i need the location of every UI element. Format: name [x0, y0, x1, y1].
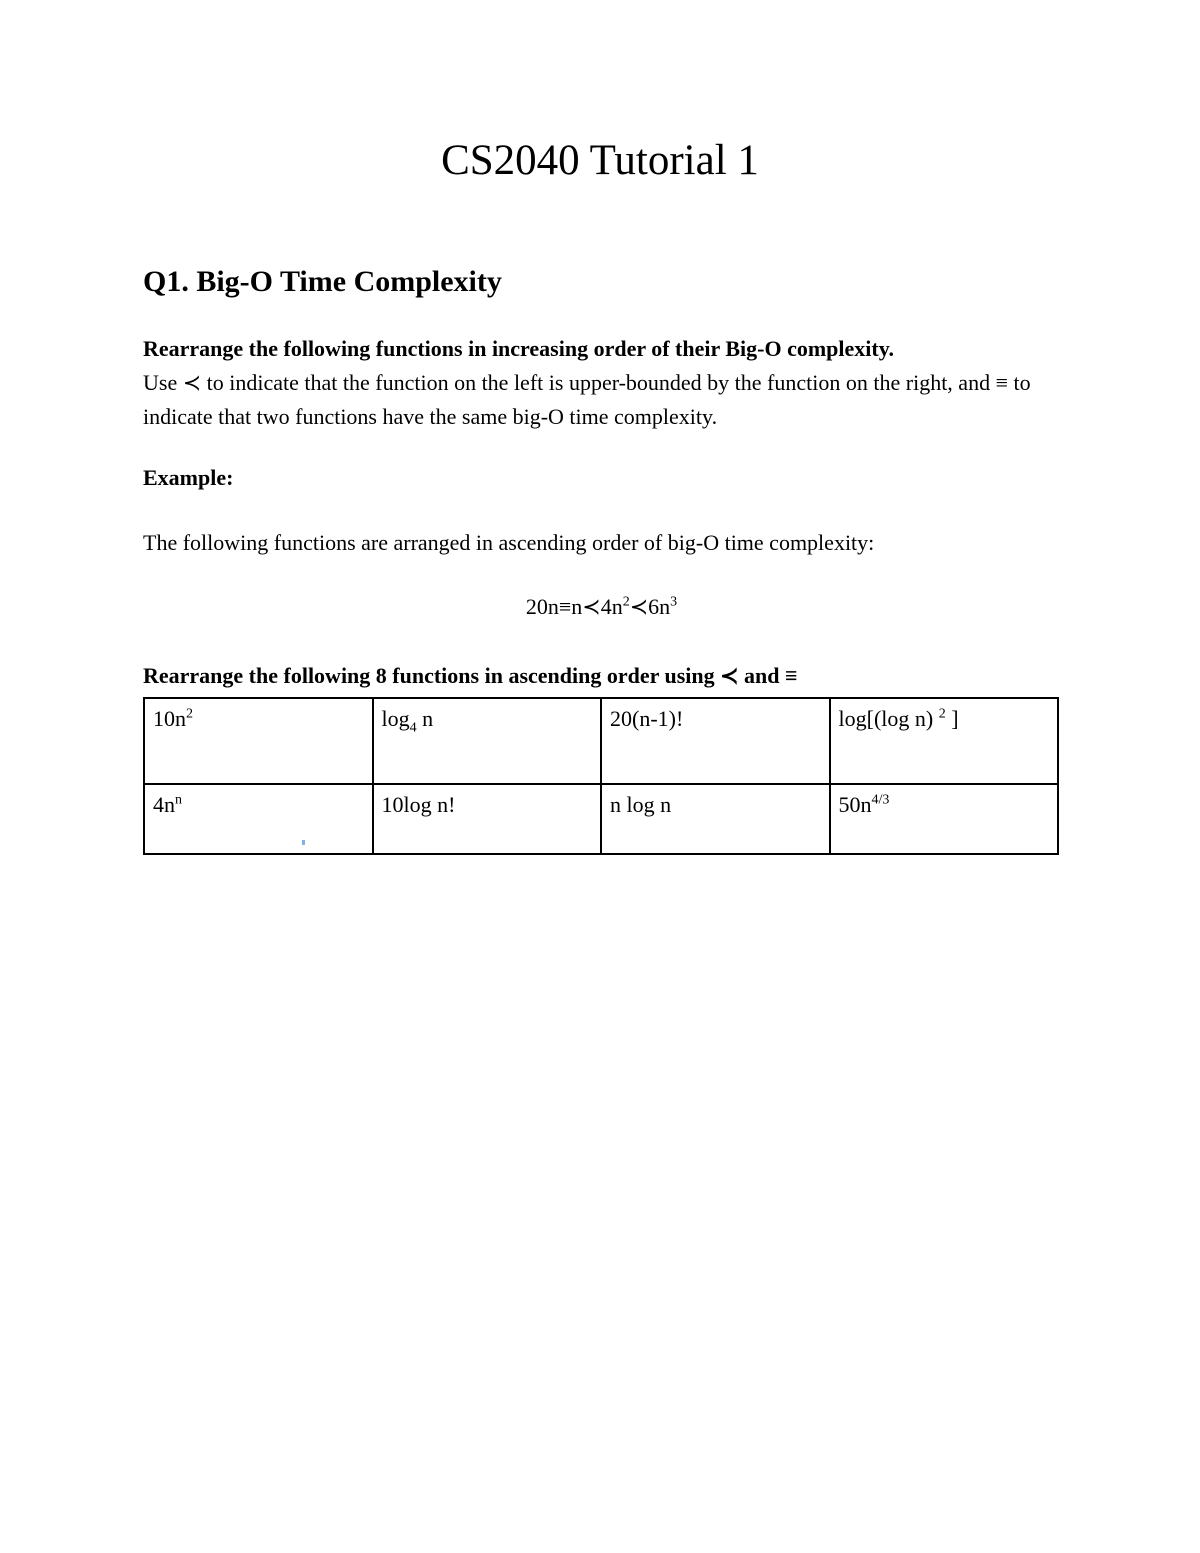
- question-intro-paragraph: [143, 332, 1060, 434]
- expression-sup: 4/3: [871, 792, 890, 808]
- example-formula: [143, 590, 1060, 624]
- functions-table: [143, 697, 1059, 855]
- document-title: CS2040 Tutorial 1: [441, 137, 759, 184]
- expression-base: log: [381, 706, 410, 731]
- formula-superscript-2: 3: [670, 594, 678, 610]
- example-label: Example:: [143, 465, 234, 490]
- expression-sup: n: [175, 792, 182, 808]
- document-body: [143, 263, 1060, 855]
- intro-bold-sentence: Rearrange the following functions in increasing order of their Big-O complexity.: [143, 336, 895, 361]
- task-instruction: Rearrange the following 8 functions in ascending order using ≺ and ≡: [143, 663, 798, 688]
- table-row: [144, 698, 1058, 784]
- function-cell: [373, 698, 602, 784]
- formula-superscript-1: 2: [622, 594, 630, 610]
- intro-rest-text: Use ≺ to indicate that the function on the left is upper-bounded by the function on the right, and ≡ to indicate that two functions have the same big-O time complexity.: [143, 370, 1031, 429]
- function-cell: [373, 784, 602, 854]
- stray-ink-mark: [302, 840, 305, 845]
- expression-base: log[(log n): [838, 706, 939, 731]
- expression-base: 4n: [153, 792, 175, 817]
- expression-base: n log n: [610, 792, 672, 817]
- function-cell: [830, 698, 1059, 784]
- expression-after: ]: [945, 706, 959, 731]
- formula-part-1: 20n≡n≺4n: [525, 594, 623, 619]
- expression-base: 10log n!: [381, 792, 456, 817]
- expression-base: 50n: [838, 792, 872, 817]
- formula-part-2: ≺6n: [629, 594, 671, 619]
- question-heading: Q1. Big-O Time Complexity: [143, 265, 502, 298]
- expression-after: n: [416, 706, 434, 731]
- expression-sub: 4: [409, 720, 417, 736]
- example-lead-text: The following functions are arranged in ascending order of big-O time complexity:: [143, 530, 875, 555]
- function-cell: [601, 698, 830, 784]
- expression-base: 20(n-1)!: [610, 706, 684, 731]
- function-cell: [144, 698, 373, 784]
- function-cell: [144, 784, 373, 854]
- table-row: [144, 784, 1058, 854]
- expression-sup: 2: [938, 706, 946, 722]
- function-cell: [601, 784, 830, 854]
- function-cell: [830, 784, 1059, 854]
- expression-sup: 2: [186, 706, 193, 722]
- expression-base: 10n: [153, 706, 186, 731]
